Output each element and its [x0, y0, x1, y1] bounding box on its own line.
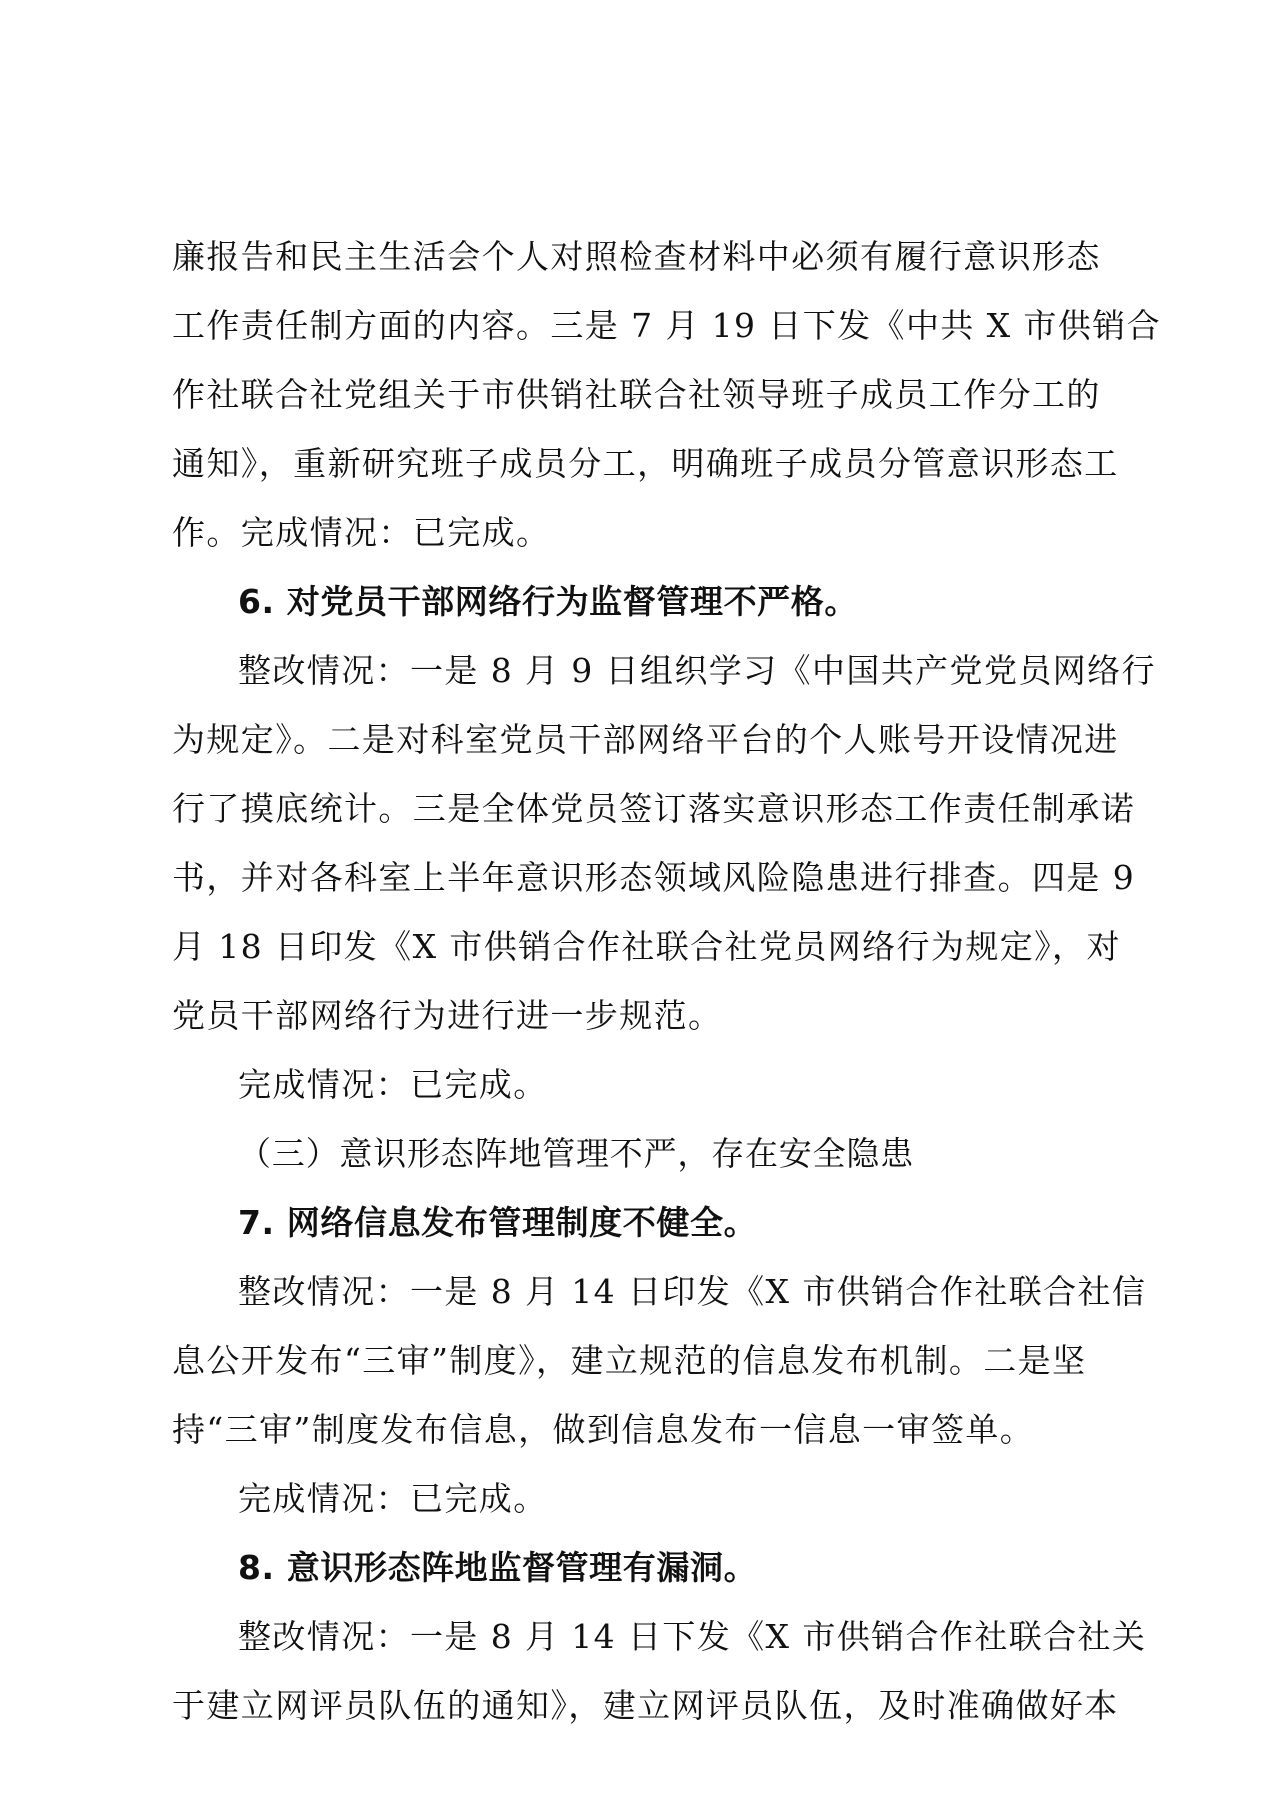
paragraph-start-line: 整改情况：一是 8 月 14 日下发《X 市供销合作社联合社关: [238, 1617, 1147, 1656]
item-7-heading: 7. 网络信息发布管理制度不健全。: [238, 1203, 758, 1242]
body-line: 廉报告和民主生活会个人对照检查材料中必须有履行意识形态: [172, 237, 1101, 276]
completion-status: 完成情况：已完成。: [238, 1065, 548, 1104]
body-line: 作社联合社党组关于市供销社联合社领导班子成员工作分工的: [172, 375, 1101, 414]
body-line: 月 18 日印发《X 市供销合作社联合社党员网络行为规定》，对: [172, 927, 1121, 966]
item-6-heading: 6. 对党员干部网络行为监督管理不严格。: [238, 582, 858, 621]
document-body: [172, 222, 1162, 1740]
body-line: 行了摸底统计。三是全体党员签订落实意识形态工作责任制承诺: [172, 789, 1136, 828]
body-line: 工作责任制方面的内容。三是 7 月 19 日下发《中共 X 市供销合: [172, 306, 1162, 345]
paragraph-start-line: 整改情况：一是 8 月 14 日印发《X 市供销合作社联合社信: [238, 1272, 1147, 1311]
body-line: 书，并对各科室上半年意识形态领域风险隐患进行排查。四是 9: [172, 858, 1136, 897]
item-8-heading: 8. 意识形态阵地监督管理有漏洞。: [238, 1548, 758, 1587]
body-line: 于建立网评员队伍的通知》，建立网评员队伍，及时准确做好本: [172, 1686, 1119, 1725]
body-line: 持“三审”制度发布信息，做到信息发布一信息一审签单。: [172, 1410, 1035, 1449]
paragraph-start-line: 整改情况：一是 8 月 9 日组织学习《中国共产党党员网络行: [238, 651, 1156, 690]
body-line: 为规定》。二是对科室党员干部网络平台的个人账号开设情况进: [172, 720, 1119, 759]
completion-status: 完成情况：已完成。: [238, 1479, 548, 1518]
body-line: 作。完成情况：已完成。: [172, 513, 551, 552]
body-line: 通知》，重新研究班子成员分工，明确班子成员分管意识形态工: [172, 444, 1119, 483]
body-line: 息公开发布“三审”制度》，建立规范的信息发布机制。二是坚: [172, 1341, 1087, 1380]
body-line: 党员干部网络行为进行进一步规范。: [172, 996, 723, 1035]
section-3-heading: （三）意识形态阵地管理不严，存在安全隐患: [238, 1134, 914, 1173]
